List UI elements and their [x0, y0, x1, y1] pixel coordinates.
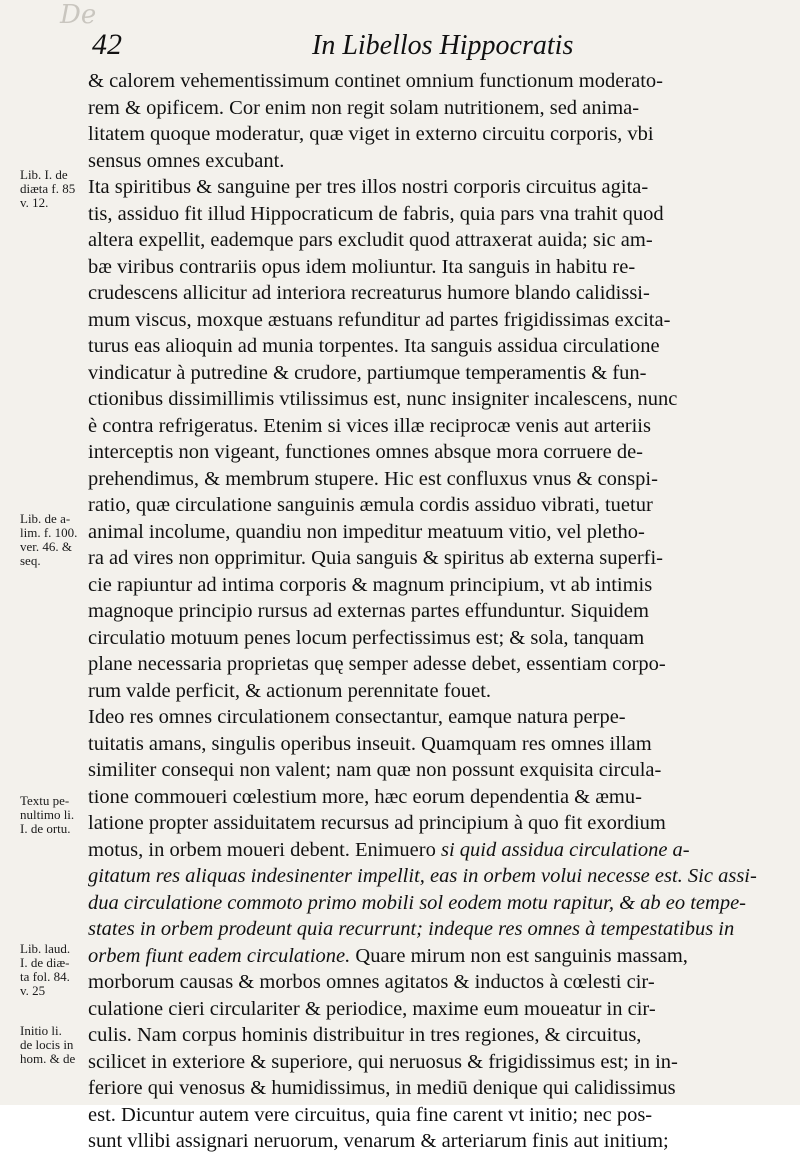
text-line: litatem quoque moderatur, quæ viget in externo circuitu corporis, vbi — [88, 123, 654, 145]
margin-note-line: I. de diæ- — [20, 955, 70, 970]
text-line: turus eas alioquin ad munia torpentes. Ita sanguis assidua circulatione — [88, 335, 660, 357]
text-line: ra ad vires non opprimitur. Quia sanguis & spiritus ab externa superfi- — [88, 547, 664, 569]
margin-note — [20, 1024, 75, 1066]
text-line: similiter consequi non valent; nam quæ non possunt exquisita circula- — [88, 759, 662, 781]
margin-note-line: Lib. de a- — [20, 511, 71, 526]
main-text — [88, 68, 778, 1155]
text-line: tuitatis amans, singulis operibus inseuit. Quamquam res omnes illam — [88, 732, 652, 755]
text-line: latione propter assiduitatem recursus ad principium à quo fit exordium — [88, 812, 666, 834]
margin-note-line: Initio li. — [20, 1023, 62, 1038]
margin-note-line: diæta f. 85 — [20, 181, 76, 196]
margin-note-line: de locis in — [20, 1037, 74, 1052]
page-number: 42 — [92, 28, 122, 61]
margin-note-line: Lib. laud. — [20, 941, 71, 956]
text-line: animal incolume, quandiu non impeditur meatuum vitio, vel pletho- — [88, 520, 645, 543]
text-line: prehendimus, & membrum stupere. Hic est confluxus vnus & conspi- — [88, 467, 658, 490]
margin-note-line: nultimo li. — [20, 807, 75, 822]
text-line: scilicet in exteriore & superiore, qui neruosus & frigidissimus est; in in- — [88, 1050, 678, 1073]
text-line: states in orbem prodeunt quia recurrunt; indeque res omnes à tempestatibus in — [88, 918, 735, 940]
margin-note-line: lim. f. 100. — [20, 525, 78, 540]
bleed-through-text: De — [60, 0, 97, 30]
text-line — [88, 837, 778, 864]
margin-note — [20, 794, 74, 836]
roman-segment: Quare mirum non est sanguinis massam, — [350, 944, 688, 967]
margin-note-line: Textu pe- — [20, 793, 70, 808]
text-line: rem & opificem. Cor enim non regit solam nutritionem, sed anima- — [88, 96, 640, 119]
text-line: altera expellit, eademque pars excludit quod attraxerat auida; sic am- — [88, 229, 653, 251]
text-line: plane necessaria proprietas quę semper adesse debet, essentiam corpo- — [88, 653, 666, 675]
text-line: vindicatur à putredine & crudore, partiumque temperamentis & fun- — [88, 361, 647, 384]
text-line: culis. Nam corpus hominis distribuitur in tres regiones, & circuitus, — [88, 1024, 642, 1046]
text-line: ctionibus dissimillimis vtilissimus est, nunc insigniter incalescens, nunc — [88, 388, 678, 410]
text-line: morborum causas & morbos omnes agitatos & inductos à cœlesti cir- — [88, 971, 655, 993]
roman-segment: motus, in orbem moueri debent. Enimuero — [88, 838, 441, 861]
italic-segment: si quid assidua circulatione a- — [440, 838, 690, 861]
text-line: è contra refrigeratus. Etenim si vices illæ reciprocæ venis aut arteriis — [88, 414, 651, 437]
margin-note-line: ta fol. 84. — [20, 969, 70, 984]
text-line: crudescens allicitur ad interiora recreaturus humore blando calidissi- — [88, 282, 650, 304]
text-line: Ita spiritibus & sanguine per tres illos nostri corporis circuitus agita- — [88, 176, 649, 198]
text-line: tis, assiduo fit illud Hippocraticum de fabris, quia pars vna trahit quod — [88, 202, 664, 225]
margin-note-line: I. de ortu. — [20, 821, 71, 836]
text-line: sunt vllibi assignari neruorum, venarum & arteriarum finis aut initium; — [88, 1130, 669, 1152]
text-line: dua circulatione commoto primo mobili sol eodem motu rapitur, & ab eo tempe- — [88, 891, 747, 914]
italic-segment: orbem fiunt eadem circulatione. — [88, 944, 351, 967]
text-line: culatione cieri circulariter & periodice, maxime eum moueatur in cir- — [88, 997, 656, 1020]
margin-note — [20, 942, 70, 998]
margin-note-line: Lib. I. de — [20, 167, 68, 182]
margin-note-line: seq. — [20, 553, 41, 568]
text-line: est. Dicuntur autem vere circuitus, quia fine carent vt initio; nec pos- — [88, 1103, 653, 1126]
margin-note-line: v. 25 — [20, 983, 46, 998]
text-line: bæ viribus contrariis opus idem moliuntur. Ita sanguis in habitu re- — [88, 255, 636, 278]
text-line: Ideo res omnes circulationem consectantur, eamque natura perpe- — [88, 706, 626, 728]
margin-note-line: ver. 46. & — [20, 539, 72, 554]
text-line: interceptis non vigeant, functiones omnes absque mora corruere de- — [88, 441, 644, 463]
margin-note-line: v. 12. — [20, 195, 49, 210]
text-line: circulatio motuum penes locum perfectissimus est; & sola, tanquam — [88, 626, 645, 649]
text-line: & calorem vehementissimum continet omnium functionum moderato- — [88, 70, 664, 92]
text-line: gitatum res aliquas indesinenter impellit, eas in orbem volui necesse est. Sic assi- — [88, 865, 757, 887]
margin-note — [20, 168, 75, 210]
page-header — [92, 28, 772, 68]
text-line: sensus omnes excubant. — [88, 149, 285, 172]
text-line: mum viscus, moxque æstuans refunditur ad partes frigidissimas excita- — [88, 308, 671, 331]
margin-note — [20, 512, 77, 568]
text-line: rum valde perficit, & actionum perennitate fouet. — [88, 679, 492, 702]
margin-note-line: hom. & de — [20, 1051, 76, 1066]
text-line: ratio, quæ circulatione sanguinis æmula cordis assiduo vibrati, tuetur — [88, 494, 653, 516]
text-line: tione commoueri cœlestium more, hæc eorum dependentia & æmu- — [88, 785, 642, 808]
text-line: magnoque principio rursus ad externas partes effunduntur. Siquidem — [88, 600, 649, 622]
text-line — [88, 943, 778, 970]
text-line: cie rapiuntur ad intima corporis & magnum principium, vt ab intimis — [88, 573, 653, 596]
running-title: In Libellos Hippocratis — [312, 30, 574, 61]
text-line: feriore qui venosus & humidissimus, in mediū denique qui calidissimus — [88, 1077, 676, 1099]
